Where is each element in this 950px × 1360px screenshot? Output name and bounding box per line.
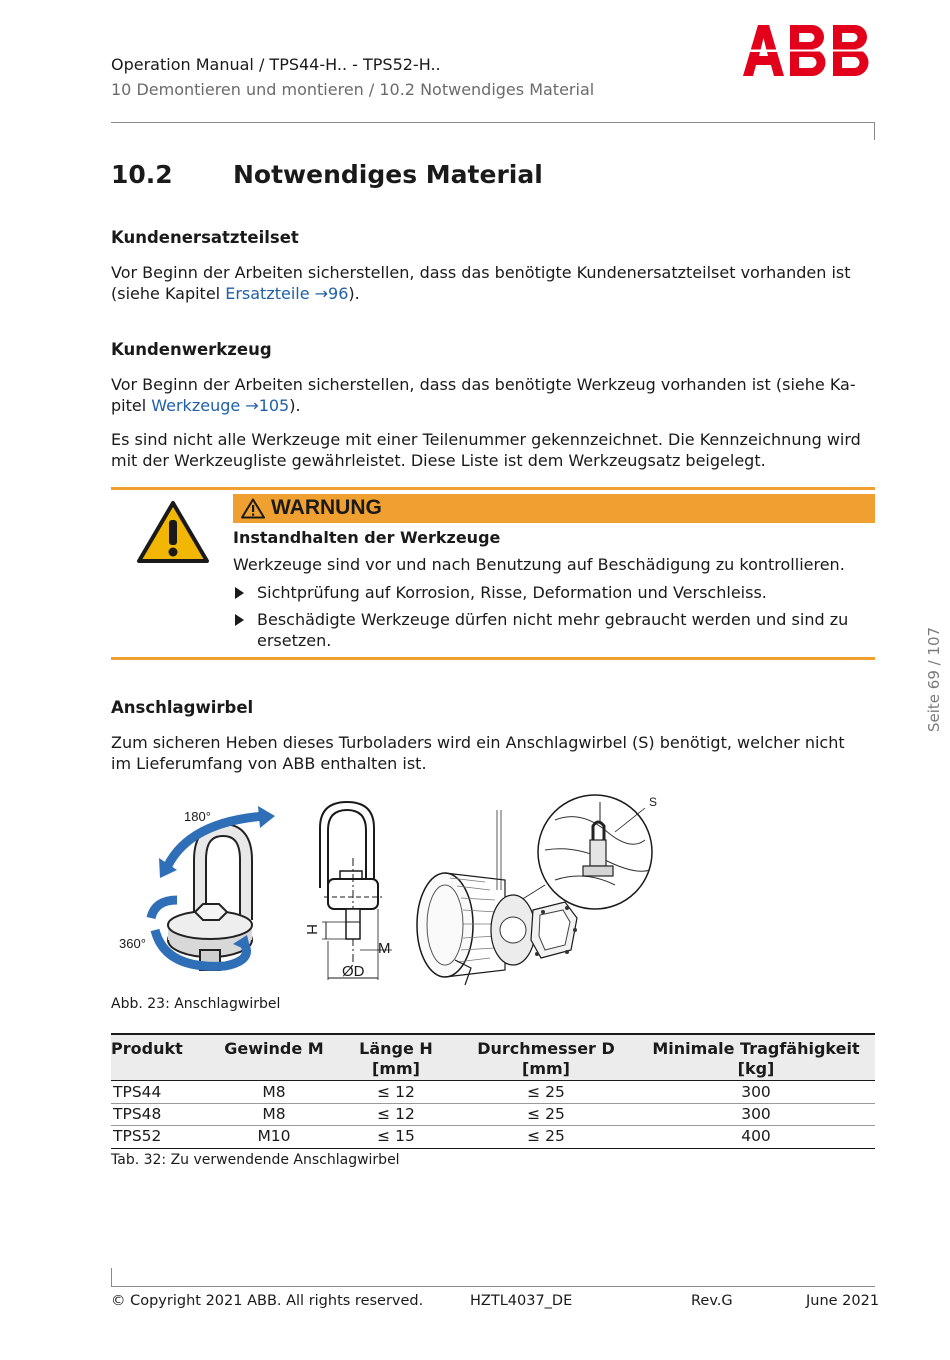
table-cell: TPS52 <box>113 1127 162 1145</box>
table-header-tragfaehigkeit <box>650 1039 862 1079</box>
paragraph-kundenwerkzeug <box>111 374 881 416</box>
header-unit: [kg] <box>737 1059 775 1078</box>
label-s: S <box>649 795 658 809</box>
footer-copyright: © Copyright 2021 ABB. All rights reserved. <box>111 1293 424 1309</box>
footer-revision: Rev.G <box>691 1293 733 1309</box>
table-cell: ≤ 12 <box>377 1105 415 1123</box>
link-ersatzteile[interactable]: Ersatzteile →96 <box>225 284 349 303</box>
table-cell: TPS48 <box>113 1105 162 1123</box>
table-cell: M8 <box>262 1105 286 1123</box>
table-cell: ≤ 25 <box>527 1105 565 1123</box>
label-d: ØD <box>342 963 365 980</box>
text-line <box>111 283 881 304</box>
header-unit: [mm] <box>522 1059 570 1078</box>
text-line: Vor Beginn der Arbeiten sicherstellen, dass das benötigte Werkzeug vorhanden ist (siehe Ka- <box>111 375 856 394</box>
paragraph-kundenersatzteilset <box>111 262 881 304</box>
table-row-rule <box>111 1125 875 1126</box>
table-cell: ≤ 25 <box>527 1127 565 1145</box>
section-heading <box>111 160 543 189</box>
header-text: Gewinde M <box>224 1039 324 1058</box>
link-werkzeuge[interactable]: Werkzeuge →105 <box>151 396 290 415</box>
table-cell: 400 <box>741 1127 771 1145</box>
label-h: H <box>303 924 320 935</box>
table-cell: M8 <box>262 1083 286 1101</box>
table-caption: Tab. 32: Zu verwendende Anschlagwirbel <box>111 1152 400 1168</box>
abb-logo <box>743 25 876 76</box>
table-cell: 300 <box>741 1083 771 1101</box>
heading-kundenwerkzeug: Kundenwerkzeug <box>111 340 272 359</box>
label-180: 180° <box>184 809 211 824</box>
table-header-durchmesser <box>460 1039 632 1079</box>
header-text: Produkt <box>111 1039 183 1058</box>
bullet-text <box>233 609 873 651</box>
warning-triangle-icon <box>136 500 210 564</box>
bullet-arrow-icon <box>235 614 244 626</box>
table-header-produkt <box>111 1039 211 1059</box>
text-fragment: (siehe Kapitel <box>111 284 226 303</box>
warning-bullet <box>233 609 873 651</box>
bullet-text: Sichtprüfung auf Korrosion, Risse, Deformation und Verschleiss. <box>257 583 767 602</box>
side-page-number: Seite 69 / 107 <box>925 626 943 732</box>
footer-rule <box>111 1286 875 1287</box>
header-text: Minimale Tragfähigkeit <box>652 1039 860 1058</box>
paragraph-werkzeugliste <box>111 429 881 471</box>
table-cell: TPS44 <box>113 1083 162 1101</box>
warning-text: Werkzeuge sind vor und nach Benutzung auf Beschädigung zu kontrollieren. <box>233 555 845 574</box>
text-line <box>111 395 881 416</box>
text-fragment: ). <box>348 284 360 303</box>
section-number: 10.2 <box>111 160 173 189</box>
header-breadcrumb: 10 Demontieren und montieren / 10.2 Notwendiges Material <box>111 80 595 99</box>
header-unit: [mm] <box>372 1059 420 1078</box>
table-cell: 300 <box>741 1105 771 1123</box>
bullet-line: ersetzen. <box>257 631 332 650</box>
text-line: mit der Werkzeugliste gewährleistet. Diese Liste ist dem Werkzeugsatz beigelegt. <box>111 451 766 470</box>
figure-caption: Abb. 23: Anschlagwirbel <box>111 996 281 1012</box>
table-header-laenge <box>340 1039 452 1079</box>
table-row-rule <box>111 1103 875 1104</box>
paragraph-anschlagwirbel <box>111 732 881 774</box>
warning-bullet <box>233 582 873 603</box>
bullet-line: Beschädigte Werkzeuge dürfen nicht mehr gebraucht werden und sind zu <box>257 610 849 629</box>
header-rule-tick <box>874 122 875 140</box>
label-m: M <box>378 940 391 957</box>
text-line: Es sind nicht alle Werkzeuge mit einer Teilenummer gekennzeichnet. Die Kennzeichnung wird <box>111 430 861 449</box>
text-fragment: pitel <box>111 396 152 415</box>
footer-date: June 2021 <box>806 1293 880 1309</box>
table-bottom-rule <box>111 1148 875 1149</box>
table-header-gewinde <box>218 1039 330 1059</box>
warning-label: WARNUNG <box>271 496 382 519</box>
warning-label-bar <box>233 494 875 523</box>
table-cell: M10 <box>257 1127 291 1145</box>
label-360: 360° <box>119 936 146 951</box>
header-text: Länge H <box>359 1039 433 1058</box>
header-text: Durchmesser D <box>477 1039 615 1058</box>
section-title: Notwendiges Material <box>233 160 543 189</box>
warning-bottom-rule <box>111 657 875 660</box>
turbocharger-illustration <box>405 790 667 988</box>
table-cell: ≤ 15 <box>377 1127 415 1145</box>
text-fragment: ). <box>289 396 301 415</box>
footer-doc-id: HZTL4037_DE <box>470 1293 573 1309</box>
warning-top-rule <box>111 487 875 490</box>
warning-title: Instandhalten der Werkzeuge <box>233 528 501 547</box>
table-cell: ≤ 25 <box>527 1083 565 1101</box>
text-line: Zum sicheren Heben dieses Turboladers wird ein Anschlagwirbel (S) benötigt, welcher nicht <box>111 733 845 752</box>
swivel-rotation-illustration <box>115 800 285 980</box>
table-header-rule <box>111 1080 875 1081</box>
text-line: im Lieferumfang von ABB enthalten ist. <box>111 754 427 773</box>
heading-anschlagwirbel: Anschlagwirbel <box>111 698 254 717</box>
heading-kundenersatzteilset: Kundenersatzteilset <box>111 228 299 247</box>
bullet-arrow-icon <box>235 587 244 599</box>
footer-rule-tick <box>111 1268 112 1286</box>
swivel-dimension-drawing <box>300 798 400 984</box>
header-rule <box>111 122 875 123</box>
header-title: Operation Manual / TPS44-H.. - TPS52-H.. <box>111 55 441 74</box>
table-cell: ≤ 12 <box>377 1083 415 1101</box>
text-line: Vor Beginn der Arbeiten sicherstellen, dass das benötigte Kundenersatzteilset vorhanden ist <box>111 263 851 282</box>
warning-small-icon <box>241 498 265 519</box>
